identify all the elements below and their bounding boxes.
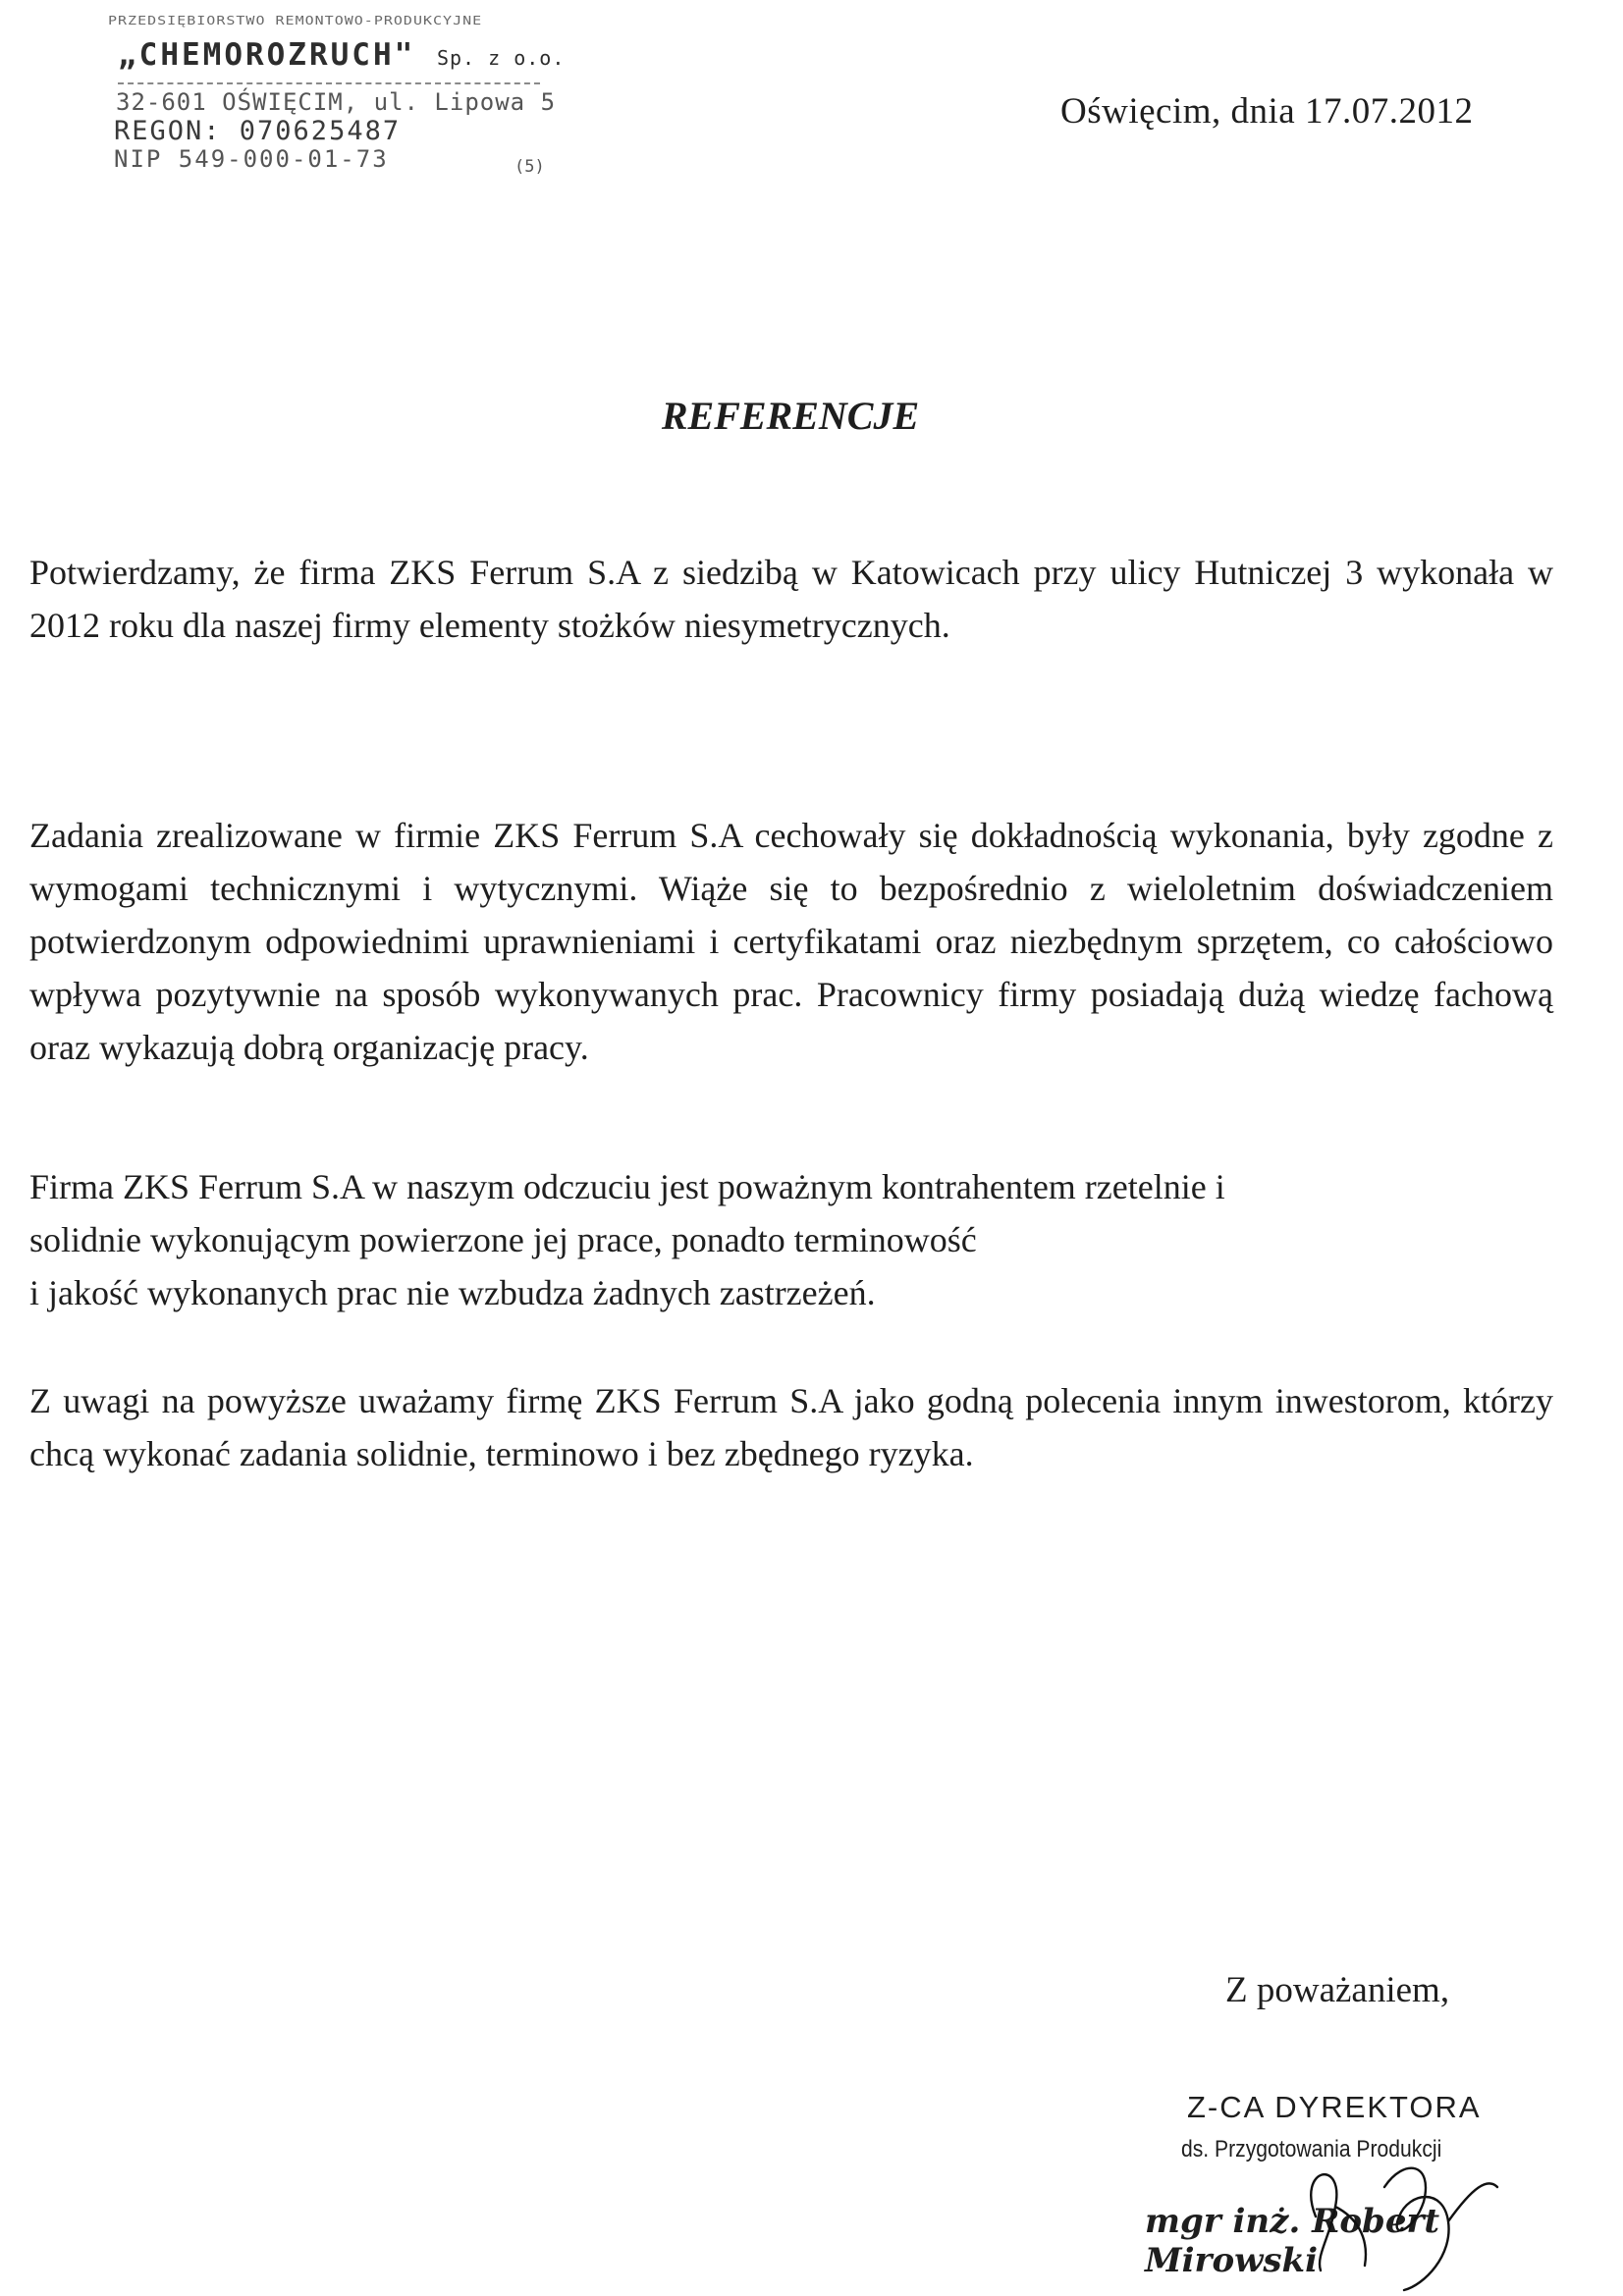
stamp-mark: (5) — [514, 157, 545, 177]
stamp-address: 32-601 OŚWIĘCIM, ul. Lipowa 5 — [116, 88, 557, 116]
paragraph-confirmation: Potwierdzamy, że firma ZKS Ferrum S.A z siedzibą w Katowicach przy ulicy Hutniczej 3 wykonała w 2012 roku dla naszej firmy elementy stożków niesymetrycznych. — [29, 553, 1553, 645]
stamp-company: „CHEMOROZRUCH" — [118, 37, 416, 73]
stamp-divider — [118, 82, 540, 84]
stamp-company-suffix: Sp. z o.o. — [436, 46, 566, 70]
signatory-department: ds. Przygotowania Produkcji — [1181, 2136, 1442, 2163]
paragraph-recommendation: Z uwagi na powyższe uważamy firmę ZKS Ferrum S.A jako godną polecenia innym inwestorom, którzy chcą wykonać zadania solidnie, terminowo i bez zbędnego ryzyka. — [29, 1381, 1553, 1473]
stamp-nip: NIP 549-000-01-73 — [114, 145, 389, 173]
stamp-company-name — [118, 37, 565, 73]
closing-salutation: Z poważaniem, — [1225, 1970, 1450, 2010]
letter-date: Oświęcim, dnia 17.07.2012 — [1060, 91, 1474, 132]
paragraph-line: i jakość wykonanych prac nie wzbudza żadnych zastrzeżeń. — [29, 1273, 876, 1312]
document-title: REFERENCJE — [661, 394, 920, 438]
paragraph-line: solidnie wykonującym powierzone jej prace, ponadto terminowość — [29, 1220, 977, 1259]
paragraph-quality: Zadania zrealizowane w firmie ZKS Ferrum S.A cechowały się dokładnością wykonania, były zgodne z wymogami technicznymi i wytycznymi. Wiąże się to bezpośrednio z wieloletnim doświadczeniem potwierdzonym odpowiednimi uprawnieniami i certyfikatami oraz niezbędnym sprzętem, co całościowo wpływa pozytywnie na sposób wykonywanych prac. Pracownicy firmy posiadają dużą wiedzę fachową oraz wykazują dobrą organizację pracy. — [29, 816, 1553, 1067]
company-stamp — [106, 8, 568, 181]
signatory-role: Z-CA DYREKTORA — [1187, 2090, 1482, 2124]
signatory-name: mgr inż. Robert Mirowski — [1145, 2202, 1440, 2280]
handwritten-signature — [1276, 2148, 1532, 2295]
stamp-header-line: PRZEDSIĘBIORSTWO REMONTOWO-PRODUKCYJNE — [108, 14, 483, 28]
paragraph-line: Firma ZKS Ferrum S.A w naszym odczuciu jest poważnym kontrahentem rzetelnie i — [29, 1167, 1225, 1206]
paragraph-reliability — [29, 1160, 1553, 1319]
stamp-regon: REGON: 070625487 — [114, 116, 402, 146]
